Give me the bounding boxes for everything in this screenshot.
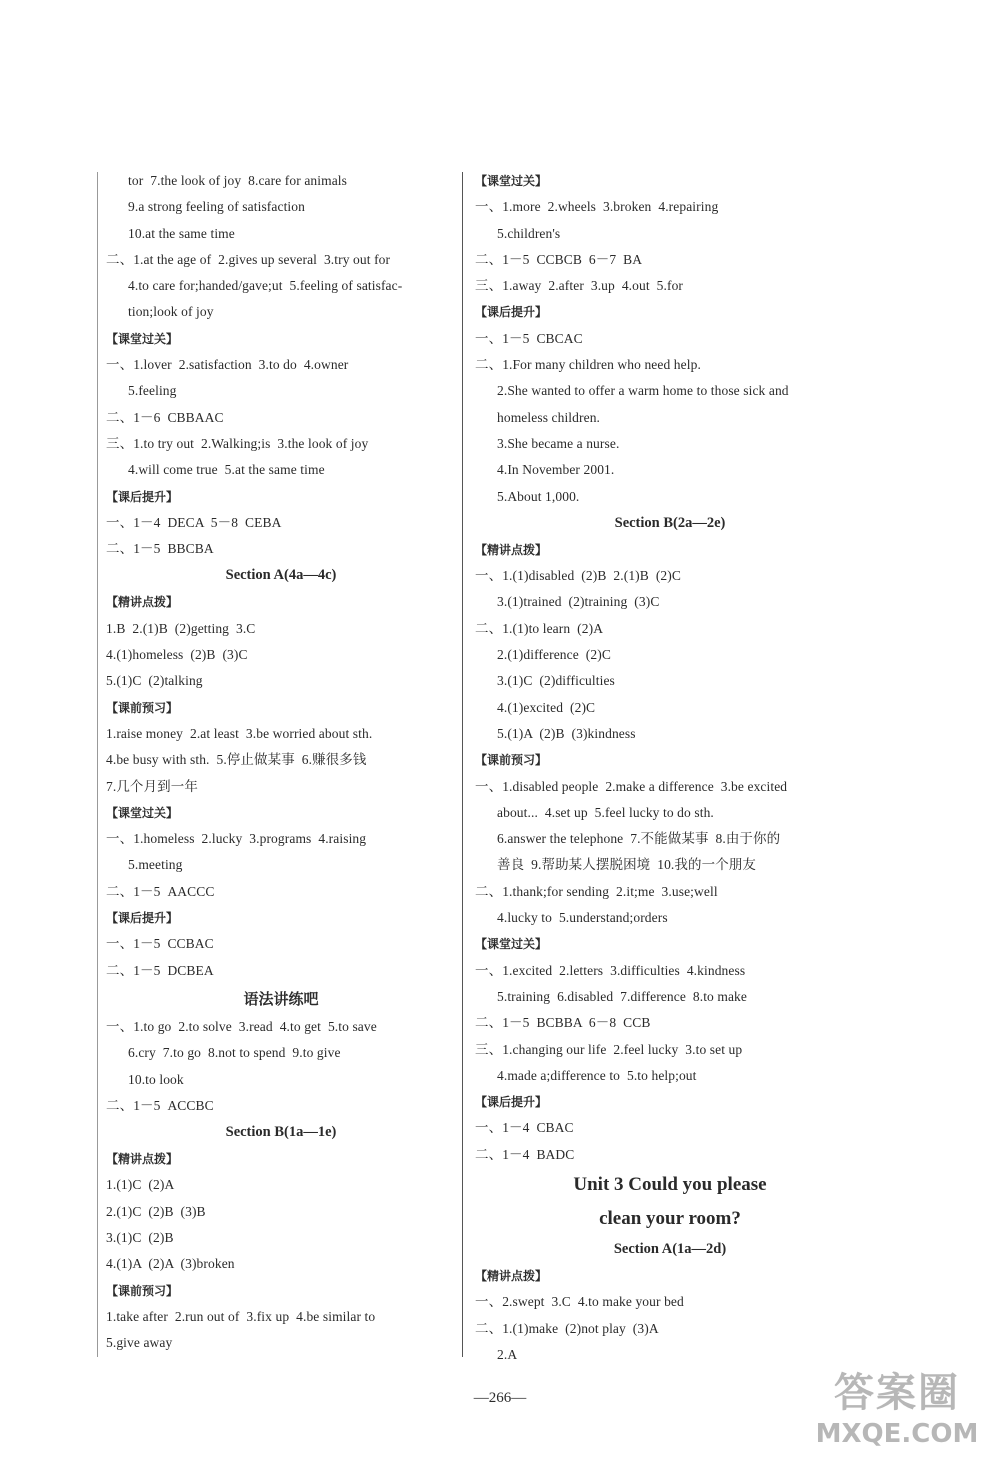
answer-line: 2.(1)difference (2)C bbox=[497, 647, 611, 663]
answer-line: 1.take after 2.run out of 3.fix up 4.be similar to bbox=[106, 1308, 376, 1324]
answer-line: 4.to care for;handed/gave;ut 5.feeling of satisfac- bbox=[128, 278, 403, 294]
answer-line: 4.(1)excited (2)C bbox=[497, 699, 596, 715]
column-divider bbox=[462, 172, 463, 1357]
section-header: 【课堂过关】 bbox=[106, 331, 179, 346]
answer-line: 一、1－4 CBAC bbox=[475, 1120, 574, 1136]
answer-line: 2.A bbox=[497, 1346, 518, 1362]
left-column bbox=[106, 168, 456, 1356]
answer-line: 一、1.more 2.wheels 3.broken 4.repairing bbox=[475, 199, 719, 215]
section-title: Section A(4a—4c) bbox=[225, 567, 337, 584]
answer-line: 二、1.For many children who need help. bbox=[475, 357, 701, 373]
section-title: Section B(2a—2e) bbox=[614, 514, 726, 531]
answer-line: 二、1－6 CBBAAC bbox=[106, 409, 224, 425]
answer-line: 一、1.(1)disabled (2)B 2.(1)B (2)C bbox=[475, 568, 681, 584]
answer-line: 4.made a;difference to 5.to help;out bbox=[497, 1067, 697, 1083]
left-margin-rule bbox=[97, 172, 98, 1357]
answer-line: 5.(1)A (2)B (3)kindness bbox=[497, 725, 636, 741]
answer-line: 二、1.at the age of 2.gives up several 3.try out for bbox=[106, 251, 391, 267]
section-header: 【精讲点拨】 bbox=[106, 595, 179, 610]
answer-line: 二、1－5 AACCC bbox=[106, 883, 215, 899]
answer-line: 4.(1)homeless (2)B (3)C bbox=[106, 647, 248, 663]
answer-line: 6.cry 7.to go 8.not to spend 9.to give bbox=[128, 1045, 341, 1061]
answer-line: 二、1－5 ACCBC bbox=[106, 1097, 214, 1113]
answer-line: 1.raise money 2.at least 3.be worried about sth. bbox=[106, 725, 373, 741]
section-header: 【精讲点拨】 bbox=[475, 542, 548, 557]
grammar-title: 语法讲练吧 bbox=[243, 989, 319, 1008]
answer-line: 二、1－4 BADC bbox=[475, 1146, 575, 1162]
section-header: 【课堂过关】 bbox=[475, 937, 548, 952]
section-header: 【课后提升】 bbox=[106, 489, 179, 504]
answer-line: 5.feeling bbox=[128, 383, 177, 399]
answer-line: tor 7.the look of joy 8.care for animals bbox=[128, 173, 348, 188]
answer-line: 4.(1)A (2)A (3)broken bbox=[106, 1256, 235, 1272]
unit-title: Unit 3 Could you please bbox=[573, 1173, 767, 1195]
section-header: 【课前预习】 bbox=[106, 1283, 179, 1298]
answer-line: 三、1.changing our life 2.feel lucky 3.to set up bbox=[475, 1041, 743, 1057]
watermark-cn: 答案圈 bbox=[834, 1370, 960, 1416]
answer-line: 2.(1)C (2)B (3)B bbox=[106, 1203, 206, 1219]
answer-line: 三、1.away 2.after 3.up 4.out 5.for bbox=[475, 278, 684, 294]
page-number: —266— bbox=[473, 1390, 527, 1406]
answer-line: 一、1.excited 2.letters 3.difficulties 4.kindness bbox=[475, 962, 746, 978]
answer-line: 4.lucky to 5.understand;orders bbox=[497, 910, 668, 926]
section-header: 【课前预习】 bbox=[475, 753, 548, 768]
answer-line: 5.children's bbox=[497, 225, 561, 241]
answer-line: 4.will come true 5.at the same time bbox=[128, 462, 325, 478]
answer-line: 一、1－5 CCBAC bbox=[106, 936, 214, 952]
answer-line: 一、1－5 CBCAC bbox=[475, 330, 583, 346]
answer-line: 4.In November 2001. bbox=[497, 462, 615, 478]
answer-line: 三、1.to try out 2.Walking;is 3.the look of joy bbox=[106, 435, 369, 451]
answer-line: 二、1.thank;for sending 2.it;me 3.use;well bbox=[475, 883, 718, 899]
answer-line: 3.(1)C (2)difficulties bbox=[497, 673, 615, 689]
answer-line: 10.to look bbox=[128, 1071, 184, 1087]
section-header: 【课后提升】 bbox=[106, 911, 179, 926]
section-header: 【精讲点拨】 bbox=[106, 1152, 179, 1167]
section-header: 【课堂过关】 bbox=[475, 174, 548, 188]
answer-line: homeless children. bbox=[497, 409, 601, 425]
answer-line: 二、1.(1)make (2)not play (3)A bbox=[475, 1320, 659, 1336]
answer-line: 5.About 1,000. bbox=[497, 488, 580, 504]
watermark-url: MXQE.COM bbox=[815, 1419, 979, 1449]
answer-line: 5.meeting bbox=[128, 857, 183, 873]
section-header: 【课前预习】 bbox=[106, 700, 179, 715]
answer-line: 2.She wanted to offer a warm home to those sick and bbox=[497, 383, 789, 399]
answer-line: 5.give away bbox=[106, 1335, 173, 1351]
unit-title: clean your room? bbox=[599, 1207, 741, 1229]
answer-line: 一、2.swept 3.C 4.to make your bed bbox=[475, 1294, 684, 1310]
answer-line: 二、1－5 DCBEA bbox=[106, 962, 214, 978]
answer-line: 一、1.lover 2.satisfaction 3.to do 4.owner bbox=[106, 357, 349, 373]
answer-line: 善良 9.帮助某人摆脱困境 10.我的一个朋友 bbox=[497, 857, 756, 873]
section-title: Section B(1a—1e) bbox=[225, 1124, 337, 1141]
answer-line: 3.She became a nurse. bbox=[497, 435, 620, 451]
answer-line: 一、1.homeless 2.lucky 3.programs 4.raising bbox=[106, 831, 367, 847]
watermark-logo bbox=[802, 1367, 992, 1459]
answer-line: 一、1.to go 2.to solve 3.read 4.to get 5.to save bbox=[106, 1018, 377, 1034]
answer-line: 二、1.(1)to learn (2)A bbox=[475, 620, 604, 636]
answer-line: tion;look of joy bbox=[128, 304, 214, 320]
answer-line: 6.answer the telephone 7.不能做某事 8.由于你的 bbox=[497, 831, 781, 847]
section-header: 【精讲点拨】 bbox=[475, 1268, 548, 1283]
section-header: 【课后提升】 bbox=[475, 305, 548, 320]
answer-line: 10.at the same time bbox=[128, 225, 235, 241]
answer-line: 二、1－5 BCBBA 6－8 CCB bbox=[475, 1015, 651, 1031]
answer-line: 二、1－5 BBCBA bbox=[106, 541, 214, 557]
answer-line: 7.几个月到一年 bbox=[106, 778, 198, 794]
answer-line: 3.(1)C (2)B bbox=[106, 1229, 174, 1245]
answer-line: 一、1－4 DECA 5－8 CEBA bbox=[106, 514, 282, 530]
answer-line: 1.B 2.(1)B (2)getting 3.C bbox=[106, 620, 256, 636]
section-header: 【课堂过关】 bbox=[106, 805, 179, 820]
section-header: 【课后提升】 bbox=[475, 1095, 548, 1110]
answer-line: 3.(1)trained (2)training (3)C bbox=[497, 594, 660, 610]
answer-line: 二、1－5 CCBCB 6－7 BA bbox=[475, 251, 643, 267]
right-column bbox=[475, 168, 865, 1368]
answer-line: 一、1.disabled people 2.make a difference 3.be excited bbox=[475, 778, 788, 794]
answer-line: about... 4.set up 5.feel lucky to do sth. bbox=[497, 804, 714, 820]
answer-line: 5.(1)C (2)talking bbox=[106, 673, 203, 689]
section-title: Section A(1a—2d) bbox=[613, 1240, 727, 1257]
answer-line: 1.(1)C (2)A bbox=[106, 1177, 175, 1193]
answer-line: 4.be busy with sth. 5.停止做某事 6.赚很多钱 bbox=[106, 752, 367, 768]
answer-line: 5.training 6.disabled 7.difference 8.to make bbox=[497, 988, 748, 1004]
answer-line: 9.a strong feeling of satisfaction bbox=[128, 199, 305, 215]
